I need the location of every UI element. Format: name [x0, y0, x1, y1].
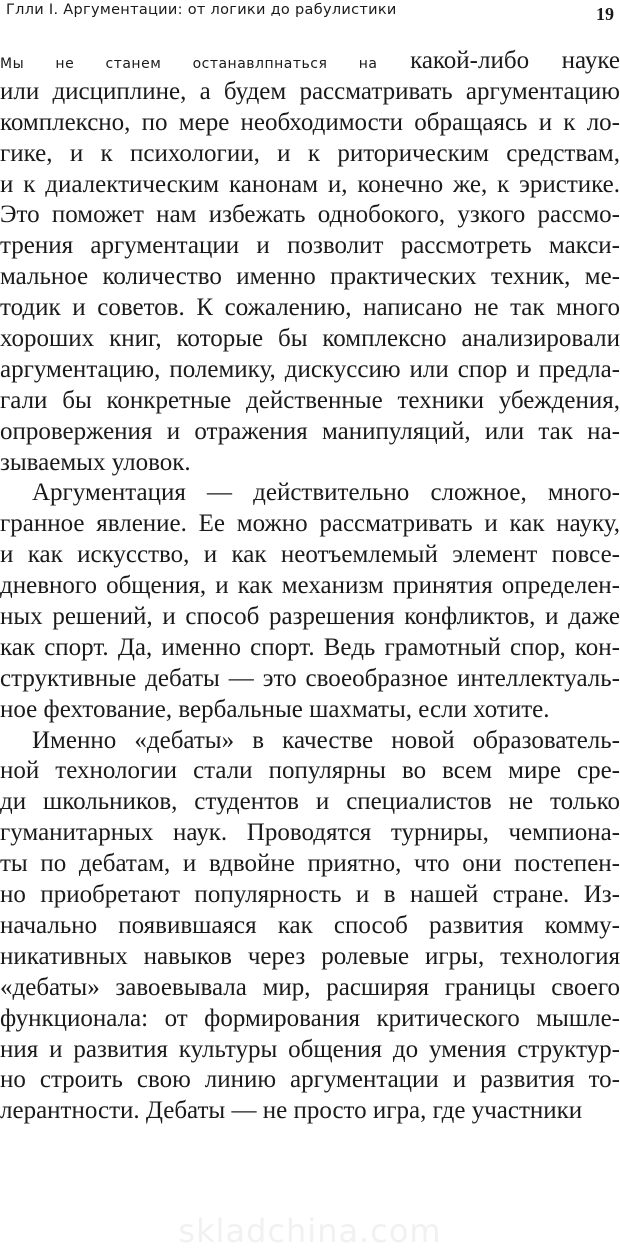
text-line: гуманитарных наук. Проводятся турниры, чемпиона- [0, 819, 620, 847]
text-line: Это поможет нам избежать однобокого, узкого рассмо- [0, 201, 620, 229]
text-line: и к диалектическим канонам и, конечно же, к эристике. [0, 170, 620, 198]
text-line: или дисциплине, а будем рассматривать аргументацию [0, 77, 620, 105]
text-line-first [0, 46, 620, 77]
text-line: ной технологии стали популярны во всем мире сре- [0, 757, 620, 785]
text-line: функционала: от формирования критического мышле- [0, 1004, 620, 1032]
text-line-first-rest: какой-либо науке [410, 47, 620, 74]
chapter-title: Глли I. Аргументации: от логики до рабулистики [6, 2, 397, 18]
body-text [0, 46, 620, 1127]
text-line: дневного общения, и как механизм принятия определен- [0, 572, 620, 600]
text-line: но приобретают популярность и в нашей стране. Из- [0, 881, 620, 909]
text-line-first-lead: Мы не станем останавлпнаться на [0, 56, 378, 72]
text-line: Аргументация — действительно сложное, много- [32, 479, 620, 507]
text-line: мальное количество именно практических техник, ме- [0, 263, 620, 291]
text-line: как спорт. Да, именно спорт. Ведь грамотный спор, кон- [0, 633, 620, 661]
text-line: трения аргументации и позволит рассмотреть макси- [0, 232, 620, 260]
text-line: лерантности. Дебаты — не просто игра, где участники [0, 1097, 583, 1125]
text-line: но строить свою линию аргументации и развития то- [0, 1066, 620, 1094]
text-line: структивные дебаты — это своеобразное интеллектуаль- [0, 664, 620, 692]
text-line: аргументацию, полемику, дискуссию или спор и предла- [0, 355, 620, 383]
text-line: гранное явление. Ее можно рассматривать и как науку, [0, 510, 620, 538]
text-line: хороших книг, которые бы комплексно анализировали [0, 325, 620, 353]
text-line: Именно «дебаты» в качестве новой образователь- [32, 726, 620, 754]
text-line: гали бы конкретные действенные техники убеждения, [0, 386, 620, 414]
text-line: никативных навыков через ролевые игры, технология [0, 942, 620, 970]
text-line: «дебаты» завоевывала мир, расширяя границы своего [0, 973, 620, 1001]
text-line: тодик и советов. К сожалению, написано не так много [0, 294, 620, 322]
text-line: и как искусство, и как неотъемлемый элемент повсе- [0, 541, 620, 569]
text-line: зываемых уловок. [0, 448, 191, 476]
text-line: опровержения и отражения манипуляций, или так на- [0, 417, 620, 445]
text-line: комплексно, по мере необходимости обращаясь и к ло- [0, 108, 620, 136]
page-number: 19 [596, 4, 614, 24]
text-line: ное фехтование, вербальные шахматы, если хотите. [0, 695, 550, 723]
watermark: skladchina.com [178, 1212, 442, 1250]
text-line: ных решений, и способ разрешения конфликтов, и даже [0, 603, 620, 631]
text-line: начально появившаяся как способ развития комму- [0, 911, 620, 939]
running-header [6, 2, 614, 24]
text-line: ния и развития культуры общения до умения структур- [0, 1035, 620, 1063]
text-line: ди школьников, студентов и специалистов не только [0, 788, 620, 816]
text-line: гике, и к психологии, и к риторическим средствам, [0, 139, 620, 167]
text-line: ты по дебатам, и вдвойне приятно, что они постепен- [0, 850, 620, 878]
